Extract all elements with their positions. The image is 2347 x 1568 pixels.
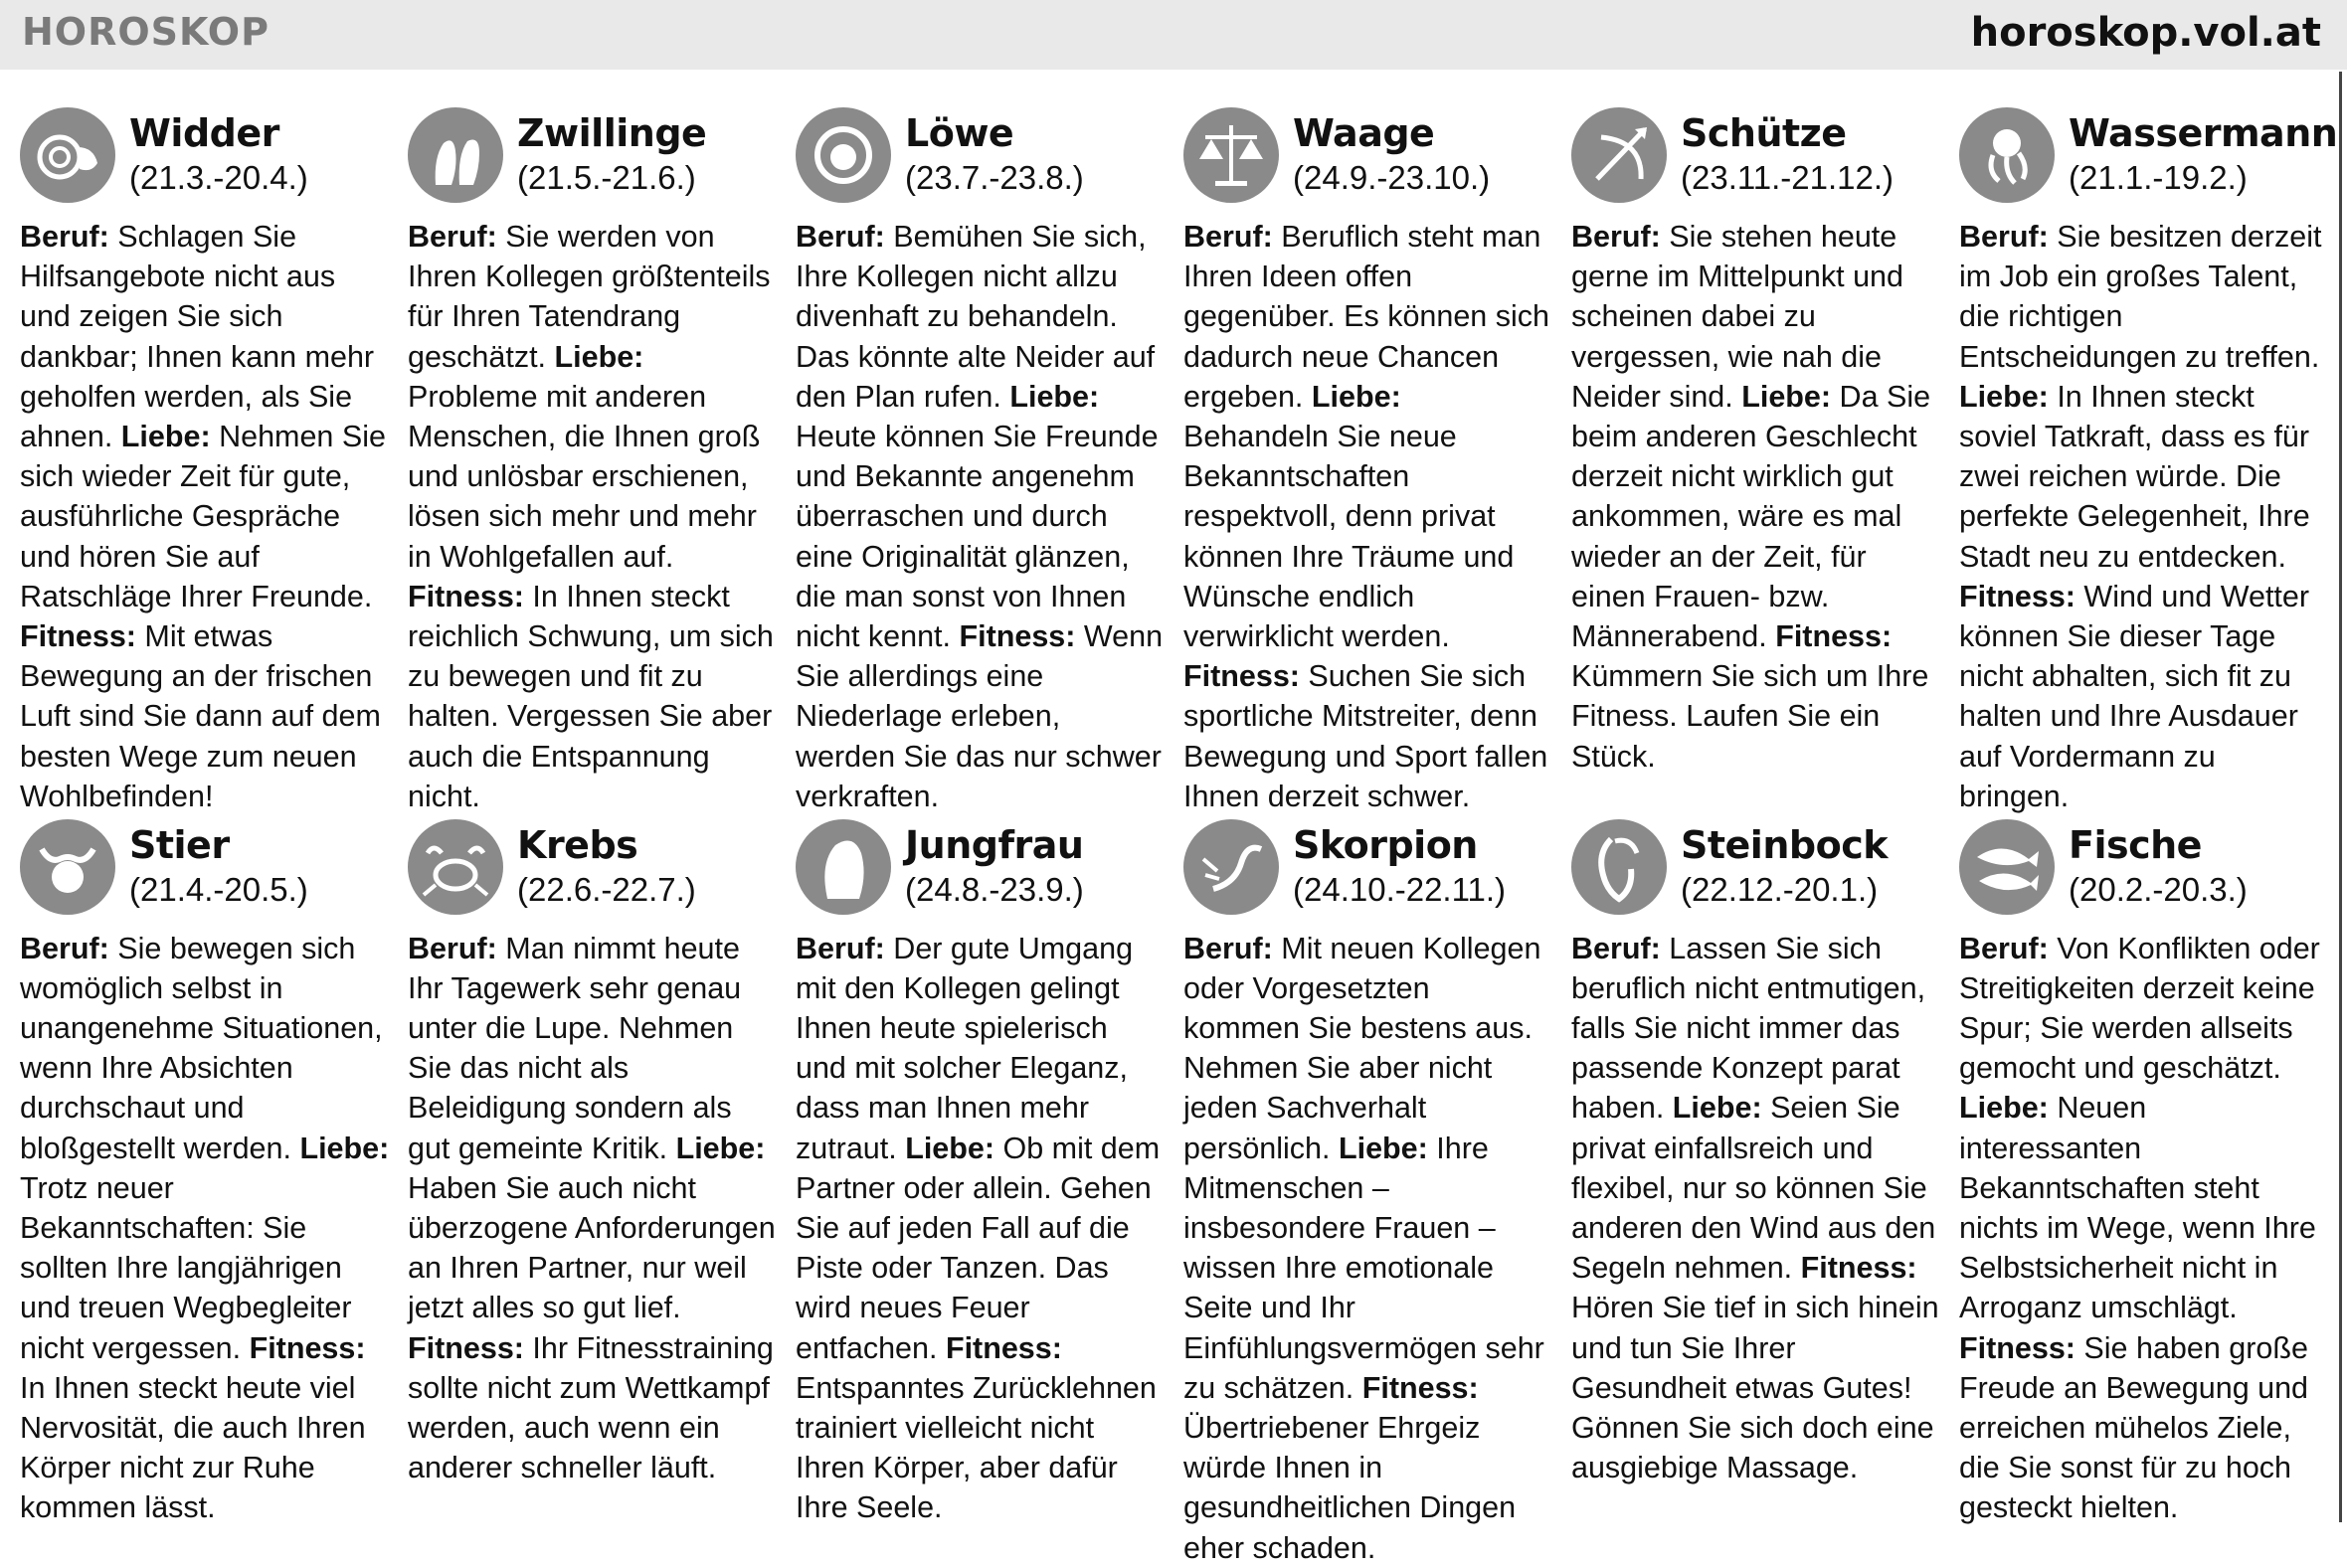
label-beruf: Beruf: <box>1959 931 2049 965</box>
label-fitness: Fitness: <box>959 619 1076 654</box>
sign-dates: (20.2.-20.3.) <box>2069 870 2248 908</box>
label-fitness: Fitness: <box>1959 579 2076 613</box>
text-beruf: Schlagen Sie Hilfsangebote nicht aus und zeigen Sie sich dankbar; Ihnen kann mehr geholfen werden, als Sie ahnen. <box>20 220 375 454</box>
label-liebe: Liebe: <box>299 1131 390 1165</box>
sign-header <box>796 107 1166 217</box>
scorpion-icon <box>1183 819 1279 915</box>
sign-name: Wassermann <box>2069 111 2338 155</box>
label-beruf: Beruf: <box>1571 931 1661 965</box>
sign-text <box>20 217 390 816</box>
label-fitness: Fitness: <box>1775 619 1893 654</box>
sign-name: Skorpion <box>1293 822 1478 867</box>
label-fitness: Fitness: <box>408 579 524 613</box>
sign-name: Steinbock <box>1681 822 1888 867</box>
label-beruf: Beruf: <box>1183 931 1273 965</box>
text-fitness: Ihr Fitnesstraining sollte nicht zum Wettkampf werden, auch wenn ein anderer schneller läuft. <box>408 1330 774 1485</box>
header-bar <box>0 0 2347 70</box>
sign-dates: (24.8.-23.9.) <box>905 870 1084 908</box>
text-beruf: Sie werden von Ihren Kollegen größtenteils für Ihren Tatendrang geschätzt. <box>408 220 771 374</box>
label-beruf: Beruf: <box>408 931 497 965</box>
zodiac-badge <box>20 819 115 915</box>
sign-dates: (21.1.-19.2.) <box>2069 159 2248 196</box>
text-beruf: Beruflich steht man Ihren Ideen offen gegenüber. Es können sich dadurch neue Chancen ergeben. <box>1183 220 1549 414</box>
text-liebe: Behandeln Sie neue Bekanntschaften respektvoll, denn privat können Ihre Träume und Wünsche endlich verwirklicht werden. <box>1183 420 1515 654</box>
label-fitness: Fitness: <box>1361 1370 1479 1405</box>
sign-name: Widder <box>129 111 279 155</box>
label-liebe: Liebe: <box>1741 379 1832 414</box>
sign-text <box>1571 929 1941 1488</box>
lion-icon <box>796 107 891 203</box>
text-beruf: Man nimmt heute Ihr Tagewerk sehr genau unter die Lupe. Nehmen Sie das nicht als Beleidigung sondern als gut gemeinte Kritik. <box>408 931 742 1165</box>
text-liebe: Ob mit dem Partner oder allein. Gehen Sie auf jeden Fall auf die Piste oder Tanzen. Das wird neues Feuer entfachen. <box>796 1131 1161 1365</box>
sign-header <box>408 819 778 929</box>
text-fitness: Hören Sie tief in sich hinein und tun Sie Ihrer Gesundheit etwas Gutes! Gönnen Sie sich doch eine ausgiebige Massage. <box>1571 1291 1939 1485</box>
sign-stier <box>20 819 390 1528</box>
section-title: HOROSKOP <box>22 10 270 54</box>
text-liebe: Haben Sie auch nicht überzogene Anforderungen an Ihren Partner, nur weil jetzt alles so gut lief. <box>408 1170 776 1325</box>
sign-header <box>20 819 390 929</box>
text-liebe: Heute können Sie Freunde und Bekannte angenehm überraschen und durch eine Originalität glänzen, die man sonst von Ihnen nicht kennt. <box>796 420 1159 654</box>
water-bearer-icon <box>1959 107 2055 203</box>
label-beruf: Beruf: <box>1959 220 2049 254</box>
text-fitness: Wenn Sie allerdings eine Niederlage erleben, werden Sie das nur schwer verkraften. <box>796 619 1164 813</box>
sign-dates: (24.9.-23.10.) <box>1293 159 1491 196</box>
text-beruf: Bemühen Sie sich, Ihre Kollegen nicht allzu divenhaft zu behandeln. Das könnte alte Neider auf den Plan rufen. <box>796 220 1156 414</box>
sign-text <box>1959 929 2329 1528</box>
text-liebe: Seien Sie privat einfallsreich und flexibel, nur so können Sie anderen den Wind aus den Segeln nehmen. <box>1571 1091 1936 1286</box>
sign-text <box>796 929 1166 1528</box>
sign-header <box>1959 107 2338 217</box>
label-fitness: Fitness: <box>1800 1251 1917 1286</box>
label-liebe: Liebe: <box>675 1131 766 1165</box>
text-liebe: Trotz neuer Bekanntschaften: Sie sollten Ihre langjährigen und treuen Wegbegleiter nicht vergessen. <box>20 1170 352 1365</box>
zodiac-badge <box>796 819 891 915</box>
text-liebe: Da Sie beim anderen Geschlecht derzeit nicht wirklich gut ankommen, wäre es mal wieder an der Zeit, für einen Frauen- bzw. Männerabend. <box>1571 379 1931 654</box>
sign-header <box>796 819 1166 929</box>
bull-icon <box>20 819 115 915</box>
zodiac-badge <box>1571 107 1667 203</box>
label-beruf: Beruf: <box>1183 220 1273 254</box>
label-beruf: Beruf: <box>20 931 109 965</box>
label-liebe: Liebe: <box>554 339 644 374</box>
sign-dates: (21.3.-20.4.) <box>129 159 308 196</box>
ram-icon <box>20 107 115 203</box>
text-beruf: Von Konflikten oder Streitigkeiten derzeit keine Spur; Sie werden allseits gemocht und geschätzt. <box>1959 931 2320 1086</box>
label-beruf: Beruf: <box>796 931 885 965</box>
sign-header <box>1959 819 2329 929</box>
label-fitness: Fitness: <box>1183 659 1300 694</box>
sign-name: Waage <box>1293 111 1435 155</box>
zodiac-badge <box>1183 107 1279 203</box>
sign-dates: (23.11.-21.12.) <box>1681 159 1895 196</box>
text-beruf: Der gute Umgang mit den Kollegen gelingt Ihnen heute spielerisch und mit solcher Eleganz, dass man Ihnen mehr zutraut. <box>796 931 1134 1165</box>
zodiac-badge <box>20 107 115 203</box>
text-beruf: Sie stehen heute gerne im Mittelpunkt und scheinen dabei zu vergessen, wie nah die Neider sind. <box>1571 220 1903 414</box>
crab-icon <box>408 819 503 915</box>
horoscope-grid <box>20 107 2338 1565</box>
label-liebe: Liebe: <box>1959 379 2049 414</box>
text-fitness: Entspanntes Zurücklehnen trainiert vielleicht nicht Ihren Körper, aber dafür Ihre Seele. <box>796 1370 1157 1525</box>
label-beruf: Beruf: <box>20 220 109 254</box>
sign-name: Schütze <box>1681 111 1847 155</box>
label-beruf: Beruf: <box>408 220 497 254</box>
sign-zwillinge <box>408 107 778 816</box>
sign-text <box>1959 217 2329 816</box>
sign-name: Krebs <box>517 822 638 867</box>
sign-text <box>1183 929 1553 1568</box>
sign-text <box>796 217 1166 816</box>
ibex-icon <box>1571 819 1667 915</box>
label-liebe: Liebe: <box>1338 1131 1428 1165</box>
sign-header <box>1183 819 1553 929</box>
text-fitness: In Ihnen steckt heute viel Nervosität, die auch Ihren Körper nicht zur Ruhe kommen lässt. <box>20 1370 366 1525</box>
fish-icon <box>1959 819 2055 915</box>
sign-header <box>1183 107 1553 217</box>
text-beruf: Mit neuen Kollegen oder Vorgesetzten kommen Sie bestens aus. Nehmen Sie aber nicht jeden Sachverhalt persönlich. <box>1183 931 1541 1165</box>
sign-text <box>1571 217 1941 777</box>
site-link[interactable]: horoskop.vol.at <box>1970 10 2321 56</box>
text-liebe: Neuen interessanten Bekanntschaften steht nichts im Wege, wenn Ihre Selbstsicherheit nicht in Arroganz umschlägt. <box>1959 1091 2316 1325</box>
maiden-icon <box>796 819 891 915</box>
label-liebe: Liebe: <box>905 1131 995 1165</box>
label-liebe: Liebe: <box>1311 379 1401 414</box>
sign-skorpion <box>1183 819 1553 1568</box>
sign-text <box>408 929 778 1488</box>
label-fitness: Fitness: <box>945 1330 1062 1365</box>
label-fitness: Fitness: <box>408 1330 524 1365</box>
text-liebe: Nehmen Sie sich wieder Zeit für gute, ausführliche Gespräche und hören Sie auf Ratschläge Ihrer Freunde. <box>20 420 386 613</box>
sign-text <box>20 929 390 1528</box>
right-border <box>2339 72 2342 1522</box>
sign-header <box>20 107 390 217</box>
sign-krebs <box>408 819 778 1488</box>
label-fitness: Fitness: <box>20 619 136 654</box>
label-liebe: Liebe: <box>1672 1091 1762 1126</box>
text-liebe: In Ihnen steckt soviel Tatkraft, dass es für zwei reichen würde. Die perfekte Gelegenheit, Ihre Stadt neu zu entdecken. <box>1959 379 2310 574</box>
zodiac-badge <box>1959 819 2055 915</box>
zodiac-badge <box>408 819 503 915</box>
text-liebe: Probleme mit anderen Menschen, die Ihnen groß und unlösbar erschienen, lösen sich mehr und mehr in Wohlgefallen auf. <box>408 379 761 574</box>
zodiac-badge <box>408 107 503 203</box>
text-fitness: Kümmern Sie sich um Ihre Fitness. Laufen Sie ein Stück. <box>1571 659 1929 774</box>
sign-name: Jungfrau <box>905 822 1084 867</box>
text-fitness: Sie haben große Freude an Bewegung und erreichen mühelos Ziele, die Sie sonst für zu hoch gesteckt hielten. <box>1959 1330 2309 1525</box>
sign-dates: (22.6.-22.7.) <box>517 870 696 908</box>
sign-steinbock <box>1571 819 1941 1488</box>
text-beruf: Sie besitzen derzeit im Job ein großes Talent, die richtigen Entscheidungen zu treffen. <box>1959 220 2322 374</box>
sign-header <box>408 107 778 217</box>
sign-name: Zwillinge <box>517 111 707 155</box>
sign-text <box>1183 217 1553 816</box>
text-fitness: Suchen Sie sich sportliche Mitstreiter, denn Bewegung und Sport fallen Ihnen derzeit schwer. <box>1183 659 1548 813</box>
sign-dates: (21.5.-21.6.) <box>517 159 696 196</box>
zodiac-badge <box>1183 819 1279 915</box>
sign-waage <box>1183 107 1553 816</box>
sign-header <box>1571 819 1941 929</box>
sign-jungfrau <box>796 819 1166 1528</box>
text-fitness: In Ihnen steckt reichlich Schwung, um sich zu bewegen und fit zu halten. Vergessen Sie aber auch die Entspannung nicht. <box>408 579 774 813</box>
label-liebe: Liebe: <box>1009 379 1100 414</box>
archer-bow-icon <box>1571 107 1667 203</box>
sign-wassermann <box>1959 107 2338 816</box>
text-liebe: Ihre Mitmenschen – insbesondere Frauen – wissen Ihre emotionale Seite und Ihr Einfühlungsvermögen sehr zu schätzen. <box>1183 1131 1544 1405</box>
sign-header <box>1571 107 1941 217</box>
label-beruf: Beruf: <box>1571 220 1661 254</box>
sign-dates: (24.10.-22.11.) <box>1293 870 1507 908</box>
sign-fische <box>1959 819 2329 1528</box>
sign-widder <box>20 107 390 816</box>
sign-name: Löwe <box>905 111 1014 155</box>
label-liebe: Liebe: <box>120 420 211 454</box>
text-beruf: Sie bewegen sich womöglich selbst in unangenehme Situationen, wenn Ihre Absichten durchschaut und bloßgestellt werden. <box>20 931 383 1165</box>
label-fitness: Fitness: <box>1959 1330 2076 1365</box>
sign-text <box>408 217 778 816</box>
text-fitness: Mit etwas Bewegung an der frischen Luft sind Sie dann auf dem besten Wege zum neuen Wohlbefinden! <box>20 619 381 813</box>
label-liebe: Liebe: <box>1959 1091 2049 1126</box>
sign-schütze <box>1571 107 1941 777</box>
zodiac-badge <box>1571 819 1667 915</box>
twins-icon <box>408 107 503 203</box>
sign-löwe <box>796 107 1166 816</box>
zodiac-badge <box>796 107 891 203</box>
scales-icon <box>1183 107 1279 203</box>
zodiac-badge <box>1959 107 2055 203</box>
sign-dates: (23.7.-23.8.) <box>905 159 1084 196</box>
text-fitness: Übertriebener Ehrgeiz würde Ihnen in gesundheitlichen Dingen eher schaden. <box>1183 1410 1517 1565</box>
sign-dates: (21.4.-20.5.) <box>129 870 308 908</box>
text-fitness: Wind und Wetter können Sie dieser Tage nicht abhalten, sich fit zu halten und Ihre Ausdauer auf Vordermann zu bringen. <box>1959 579 2310 813</box>
sign-dates: (22.12.-20.1.) <box>1681 870 1879 908</box>
sign-name: Stier <box>129 822 230 867</box>
label-beruf: Beruf: <box>796 220 885 254</box>
label-fitness: Fitness: <box>249 1330 366 1365</box>
sign-name: Fische <box>2069 822 2202 867</box>
text-beruf: Lassen Sie sich beruflich nicht entmutigen, falls Sie nicht immer das passende Konzept parat haben. <box>1571 931 1926 1126</box>
